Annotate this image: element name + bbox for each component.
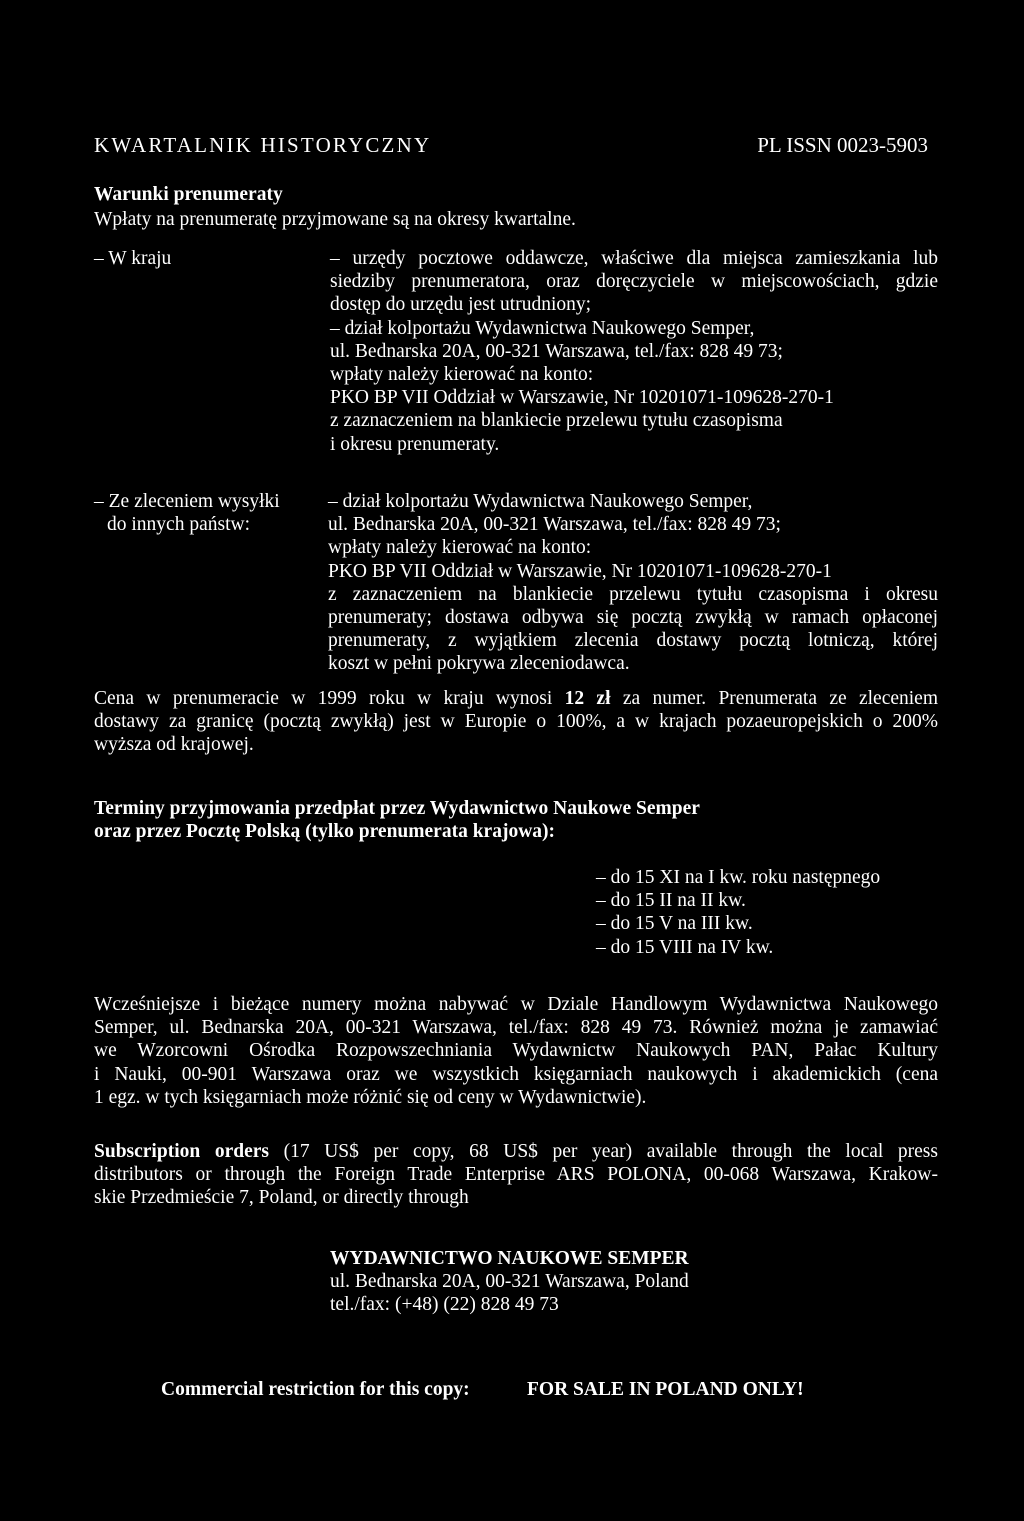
publisher-street: ul. Bednarska 20A, 00-321 Warszawa, Poland	[330, 1271, 689, 1293]
earlier-line: 1 egz. w tych księgarniach może różnić się od ceny w Wydawnictwie).	[94, 1086, 647, 1108]
subscription-line: distributors or through the Foreign Trade Enterprise ARS POLONA, 00-068 Warszawa, Krakow-	[94, 1164, 938, 1186]
foreign-conditions	[328, 490, 938, 676]
deadlines-list	[596, 866, 880, 959]
deadlines-heading-line: oraz przez Pocztę Polską (tylko prenumerata krajowa):	[94, 821, 556, 843]
price-text: Cena w prenumeracie w 1999 roku w kraju wynosi	[94, 688, 565, 709]
publisher-address	[330, 1247, 689, 1317]
price-text: za numer. Prenumerata ze zleceniem	[610, 688, 938, 709]
journal-title: KWARTALNIK HISTORYCZNY	[94, 133, 432, 157]
price-line: wyższa od krajowej.	[94, 734, 254, 756]
foreign-line: – dział kolportażu Wydawnictwa Naukowego Semper,	[328, 491, 753, 512]
domestic-line: z zaznaczeniem na blankiecie przelewu tytułu czasopisma	[330, 410, 783, 432]
deadline-item: – do 15 II na II kw.	[596, 890, 746, 912]
domestic-line: PKO BP VII Oddział w Warszawie, Nr 10201071-109628-270-1	[330, 387, 834, 409]
price-paragraph	[94, 687, 938, 757]
publisher-name: WYDAWNICTWO NAUKOWE SEMPER	[330, 1248, 689, 1269]
domestic-line: wpłaty należy kierować na konto:	[330, 364, 594, 386]
deadlines-heading-line: Terminy przyjmowania przedpłat przez Wydawnictwo Naukowe Semper	[94, 798, 700, 819]
subscription-paragraph	[94, 1140, 938, 1210]
price-line	[94, 687, 938, 710]
earlier-line: Wcześniejsze i bieżące numery można nabywać w Dziale Handlowym Wydawnictwa Naukowego	[94, 994, 938, 1015]
subscription-text: (17 US$ per copy, 68 US$ per year) available through the local press	[268, 1141, 938, 1162]
subscription-line: skie Przedmieście 7, Poland, or directly through	[94, 1187, 469, 1209]
section-title: Warunki prenumeraty	[94, 184, 283, 205]
earlier-issues-paragraph	[94, 993, 938, 1109]
domestic-line: dostęp do urzędu jest utrudniony;	[330, 294, 592, 316]
deadline-item: – do 15 V na III kw.	[596, 913, 753, 935]
domestic-line: – dział kolportażu Wydawnictwa Naukowego Semper,	[330, 317, 755, 339]
foreign-line: PKO BP VII Oddział w Warszawie, Nr 10201071-109628-270-1	[328, 560, 832, 582]
restriction-label: Commercial restriction for this copy:	[161, 1379, 470, 1400]
domestic-line: ul. Bednarska 20A, 00-321 Warszawa, tel./fax: 828 49 73;	[330, 340, 783, 362]
domestic-line: – urzędy pocztowe oddawcze, właściwe dla miejsca zamieszkania lub	[330, 248, 938, 269]
foreign-line: koszt w pełni pokrywa zleceniodawca.	[328, 653, 630, 675]
foreign-label-line: do innych państw:	[107, 514, 250, 536]
foreign-line: prenumeraty, z wyjątkiem zlecenia dostawy pocztą lotniczą, której	[328, 630, 938, 652]
domestic-line: i okresu prenumeraty.	[330, 433, 500, 455]
foreign-line: wpłaty należy kierować na konto:	[328, 537, 592, 559]
foreign-line: prenumeraty; dostawa odbywa się pocztą zwykłą w ramach opłaconej	[328, 607, 938, 629]
earlier-line: i Nauki, 00-901 Warszawa oraz we wszystkich księgarniach naukowych i akademickich (cena	[94, 1063, 938, 1085]
domestic-conditions	[330, 247, 938, 456]
foreign-line: ul. Bednarska 20A, 00-321 Warszawa, tel./fax: 828 49 73;	[328, 514, 781, 536]
domestic-label: – W kraju	[94, 248, 172, 269]
price-line: dostawy za granicę (pocztą zwykłą) jest w Europie o 100%, a w krajach pozaeuropejskich o 200%	[94, 711, 938, 733]
deadline-item: – do 15 VIII na IV kw.	[596, 936, 774, 958]
foreign-label-line: – Ze zleceniem wysyłki	[94, 491, 280, 512]
deadlines-heading	[94, 797, 700, 843]
deadline-item: – do 15 XI na I kw. roku następnego	[596, 867, 881, 888]
domestic-line: siedziby prenumeratora, oraz doręczyciele w miejscowościach, gdzie	[330, 271, 938, 293]
intro-text: Wpłaty na prenumeratę przyjmowane są na okresy kwartalne.	[94, 209, 576, 230]
restriction-value: FOR SALE IN POLAND ONLY!	[527, 1379, 804, 1400]
publisher-phone: tel./fax: (+48) (22) 828 49 73	[330, 1294, 559, 1316]
foreign-line: z zaznaczeniem na blankiecie przelewu tytułu czasopisma i okresu	[328, 583, 938, 605]
foreign-label	[94, 490, 280, 536]
subscription-line	[94, 1140, 938, 1163]
issn: PL ISSN 0023-5903	[757, 133, 928, 157]
earlier-line: we Wzorcowni Ośrodka Rozpowszechniania Wydawnictw Naukowych PAN, Pałac Kultury	[94, 1040, 938, 1062]
earlier-line: Semper, ul. Bednarska 20A, 00-321 Warszawa, tel./fax: 828 49 73. Również można je zamawiać	[94, 1017, 938, 1039]
price-amount: 12 zł	[564, 688, 611, 709]
subscription-label: Subscription orders	[94, 1141, 269, 1162]
